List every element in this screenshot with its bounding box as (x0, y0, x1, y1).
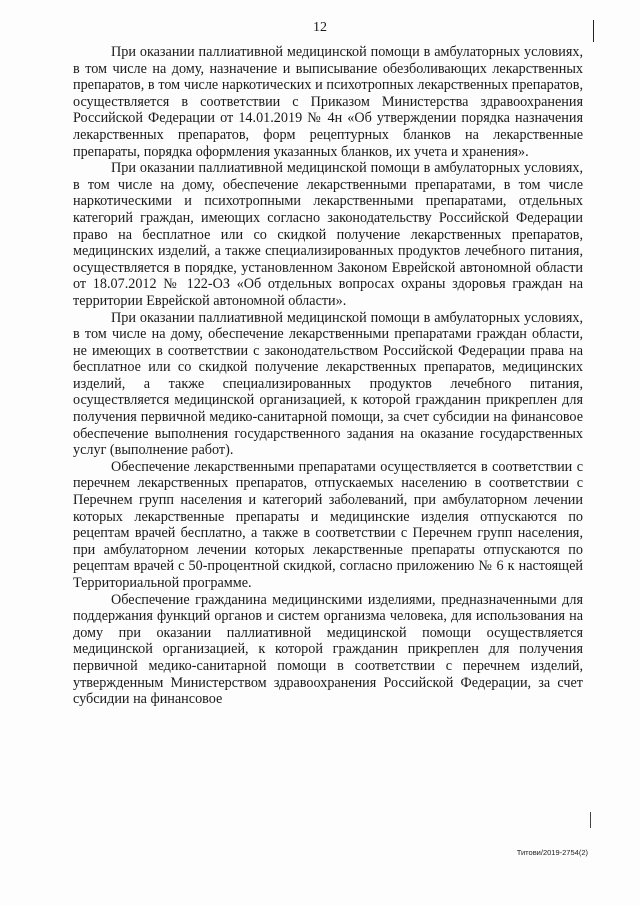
page-number: 12 (313, 20, 327, 35)
footer-document-code: Титови/2019-2754(2) (516, 848, 588, 857)
paragraph-5: Обеспечение гражданина медицинскими изделиями, предназначенными для поддержания функций органов и систем организма человека, для использования на дому при оказании паллиативной медицинской помощи осуществляется медицинской организацией, к которой гражданин прикреплен для получения первичной медико-санитарной помощи в соответствии с перечнем изделий, утвержденным Министерством здравоохранения Российской Федерации, за счет субсидии на финансовое (73, 591, 583, 708)
body-text (73, 44, 583, 708)
paragraph-3: При оказании паллиативной медицинской помощи в амбулаторных условиях, в том числе на дому, обеспечение лекарственными препаратами граждан области, не имеющих в соответствии с законодательством Российской Федерации права на бесплатное или со скидкой получение лекарственных препаратов, медицинских изделий, а также специализированных продуктов лечебного питания, осуществляется медицинской организацией, к которой гражданин прикреплен для получения первичной медико-санитарной помощи, за счет субсидии на финансовое обеспечение выполнения государственного задания на оказание государственных услуг (выполнение работ). (73, 309, 583, 459)
scan-mark (593, 20, 594, 42)
paragraph-1: При оказании паллиативной медицинской помощи в амбулаторных условиях, в том числе на дому, назначение и выписывание обезболивающих лекарственных препаратов, в том числе наркотических и психотропных лекарственных препаратов, осуществляется в соответствии с Приказом Министерства здравоохранения Российской Федерации от 14.01.2019 № 4н «Об утверждении порядка назначения лекарственных препаратов, форм рецептурных бланков на лекарственные препараты, порядка оформления указанных бланков, их учета и хранения». (73, 44, 583, 160)
paragraph-4: Обеспечение лекарственными препаратами осуществляется в соответствии с перечнем лекарственных препаратов, отпускаемых населению в соответствии с Перечнем групп населения и категорий заболеваний, при амбулаторном лечении которых лекарственные препараты и медицинские изделия отпускаются по рецептам врачей бесплатно, а также в соответствии с Перечнем групп населения, при амбулаторном лечении которых лекарственные препараты отпускаются по рецептам врачей с 50-процентной скидкой, согласно приложению № 6 к настоящей Территориальной программе. (73, 458, 583, 591)
scan-mark (590, 812, 591, 828)
paragraph-2: При оказании паллиативной медицинской помощи в амбулаторных условиях, в том числе на дому, обеспечение лекарственными препаратами, в том числе наркотическими и психотропными лекарственными препаратами, отдельных категорий граждан, имеющих согласно законодательству Российской Федерации право на бесплатное или со скидкой получение лекарственных препаратов, медицинских изделий, а также специализированных продуктов лечебного питания, осуществляется в порядке, установленном Законом Еврейской автономной области от 18.07.2012 № 122-ОЗ «Об отдельных вопросах охраны здоровья граждан на территории Еврейской автономной области». (73, 160, 583, 309)
